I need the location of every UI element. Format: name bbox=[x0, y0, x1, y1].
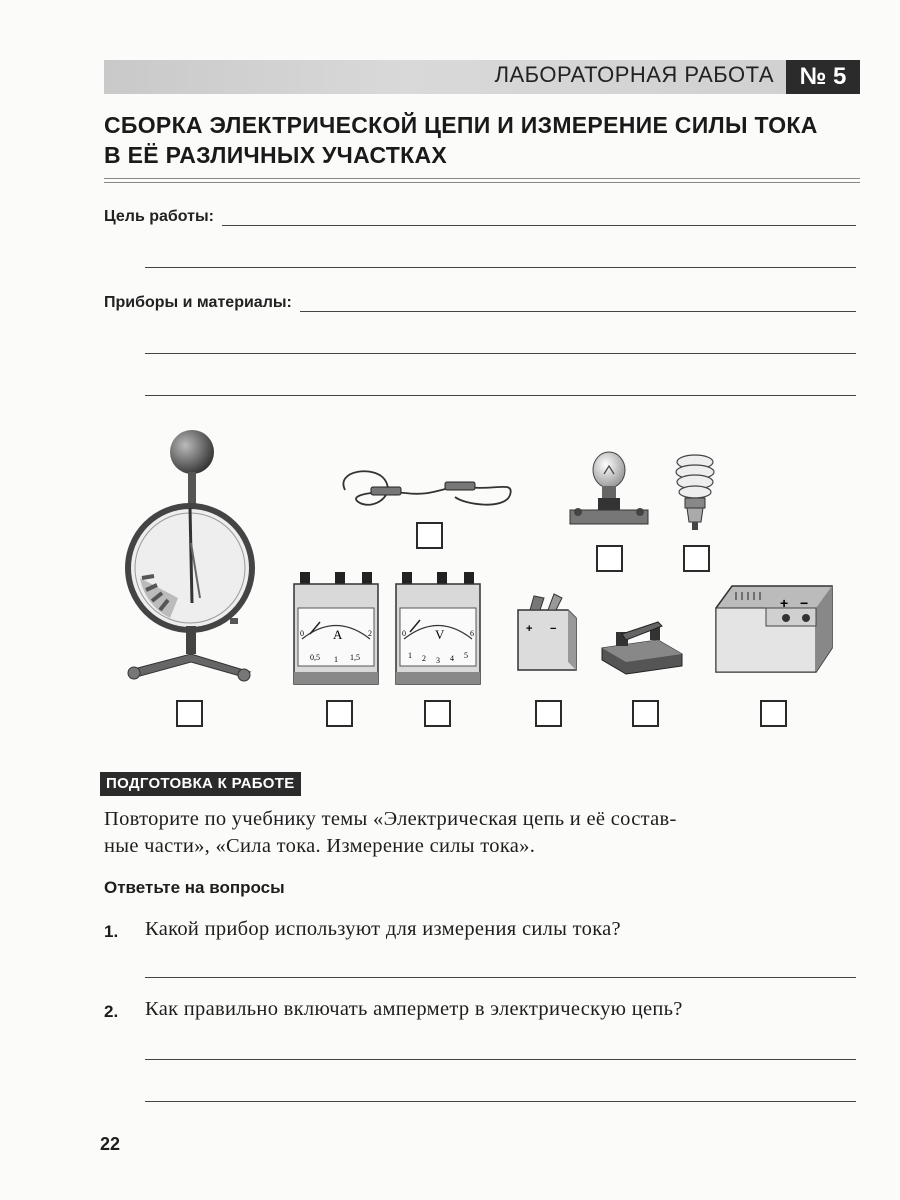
voltmeter-scale-4: 4 bbox=[450, 654, 454, 663]
preparation-heading: ПОДГОТОВКА К РАБОТЕ bbox=[100, 772, 301, 796]
ammeter-scale-2: 2 bbox=[368, 629, 372, 638]
battery-plus: + bbox=[526, 623, 533, 635]
ammeter-letter: A bbox=[333, 627, 343, 642]
ammeter-scale-0: 0 bbox=[300, 629, 304, 638]
question-1-text: Какой прибор используют для измерения силы тока? bbox=[145, 918, 621, 940]
voltmeter-scale-1: 1 bbox=[408, 651, 412, 660]
preparation-text bbox=[104, 806, 864, 860]
page-number: 22 bbox=[100, 1134, 121, 1154]
checkbox-battery[interactable] bbox=[535, 700, 562, 727]
materials-label: Приборы и материалы: bbox=[104, 294, 292, 311]
questions-heading: Ответьте на вопросы bbox=[104, 878, 285, 897]
materials-answer-line-1[interactable] bbox=[300, 311, 856, 312]
header-band bbox=[104, 60, 860, 94]
page-title bbox=[104, 110, 860, 170]
goal-answer-line-1[interactable] bbox=[222, 225, 856, 226]
power-source-plus: + bbox=[780, 595, 789, 611]
ammeter-illustration bbox=[290, 564, 385, 689]
voltmeter-scale-3: 3 bbox=[436, 656, 440, 665]
question-2-text: Как правильно включать амперметр в электрическую цепь? bbox=[145, 998, 683, 1020]
electroscope-illustration bbox=[120, 428, 255, 688]
materials-answer-line-2[interactable] bbox=[145, 353, 856, 354]
question-2-number: 2. bbox=[104, 1002, 119, 1021]
checkbox-ammeter[interactable] bbox=[326, 700, 353, 727]
checkbox-switch[interactable] bbox=[632, 700, 659, 727]
checkbox-power-source[interactable] bbox=[760, 700, 787, 727]
header-label: ЛАБОРАТОРНАЯ РАБОТА bbox=[494, 62, 774, 87]
question-1-answer-line[interactable] bbox=[145, 977, 856, 978]
preparation-line-1: Повторите по учебнику темы «Электрическая цепь и её состав- bbox=[104, 808, 677, 830]
ammeter-scale-1: 1 bbox=[334, 655, 338, 664]
battery-minus: − bbox=[550, 623, 557, 635]
goal-answer-line-2[interactable] bbox=[145, 267, 856, 268]
question-1-number: 1. bbox=[104, 922, 119, 941]
connecting-wires-illustration bbox=[335, 465, 525, 520]
question-2-answer-line-1[interactable] bbox=[145, 1059, 856, 1060]
checkbox-lamp[interactable] bbox=[596, 545, 623, 572]
checkbox-wires[interactable] bbox=[416, 522, 443, 549]
checkbox-energy-lamp[interactable] bbox=[683, 545, 710, 572]
materials-answer-line-3[interactable] bbox=[145, 395, 856, 396]
voltmeter-scale-6: 6 bbox=[470, 629, 474, 638]
voltmeter-illustration bbox=[392, 564, 487, 689]
ammeter-scale-15: 1,5 bbox=[350, 653, 360, 662]
lab-number-badge: № 5 bbox=[786, 60, 860, 94]
title-divider bbox=[104, 178, 860, 183]
checkbox-electroscope[interactable] bbox=[176, 700, 203, 727]
goal-label: Цель работы: bbox=[104, 208, 214, 225]
voltmeter-scale-5: 5 bbox=[464, 651, 468, 660]
lamp-on-stand-illustration bbox=[566, 448, 652, 533]
preparation-line-2: ные части», «Сила тока. Измерение силы тока». bbox=[104, 835, 536, 857]
energy-saving-lamp-illustration bbox=[670, 452, 720, 534]
switch-key-illustration bbox=[598, 612, 686, 676]
power-source-illustration bbox=[712, 578, 837, 676]
voltmeter-letter: V bbox=[435, 627, 445, 642]
power-source-minus: − bbox=[800, 595, 809, 611]
battery-illustration bbox=[512, 590, 582, 672]
title-line-1: СБОРКА ЭЛЕКТРИЧЕСКОЙ ЦЕПИ И ИЗМЕРЕНИЕ СИЛЫ ТОКА bbox=[104, 112, 818, 138]
title-line-2: В ЕЁ РАЗЛИЧНЫХ УЧАСТКАХ bbox=[104, 142, 448, 168]
question-2-answer-line-2[interactable] bbox=[145, 1101, 856, 1102]
ammeter-scale-05: 0,5 bbox=[310, 653, 320, 662]
checkbox-voltmeter[interactable] bbox=[424, 700, 451, 727]
voltmeter-scale-0: 0 bbox=[402, 629, 406, 638]
voltmeter-scale-2: 2 bbox=[422, 654, 426, 663]
